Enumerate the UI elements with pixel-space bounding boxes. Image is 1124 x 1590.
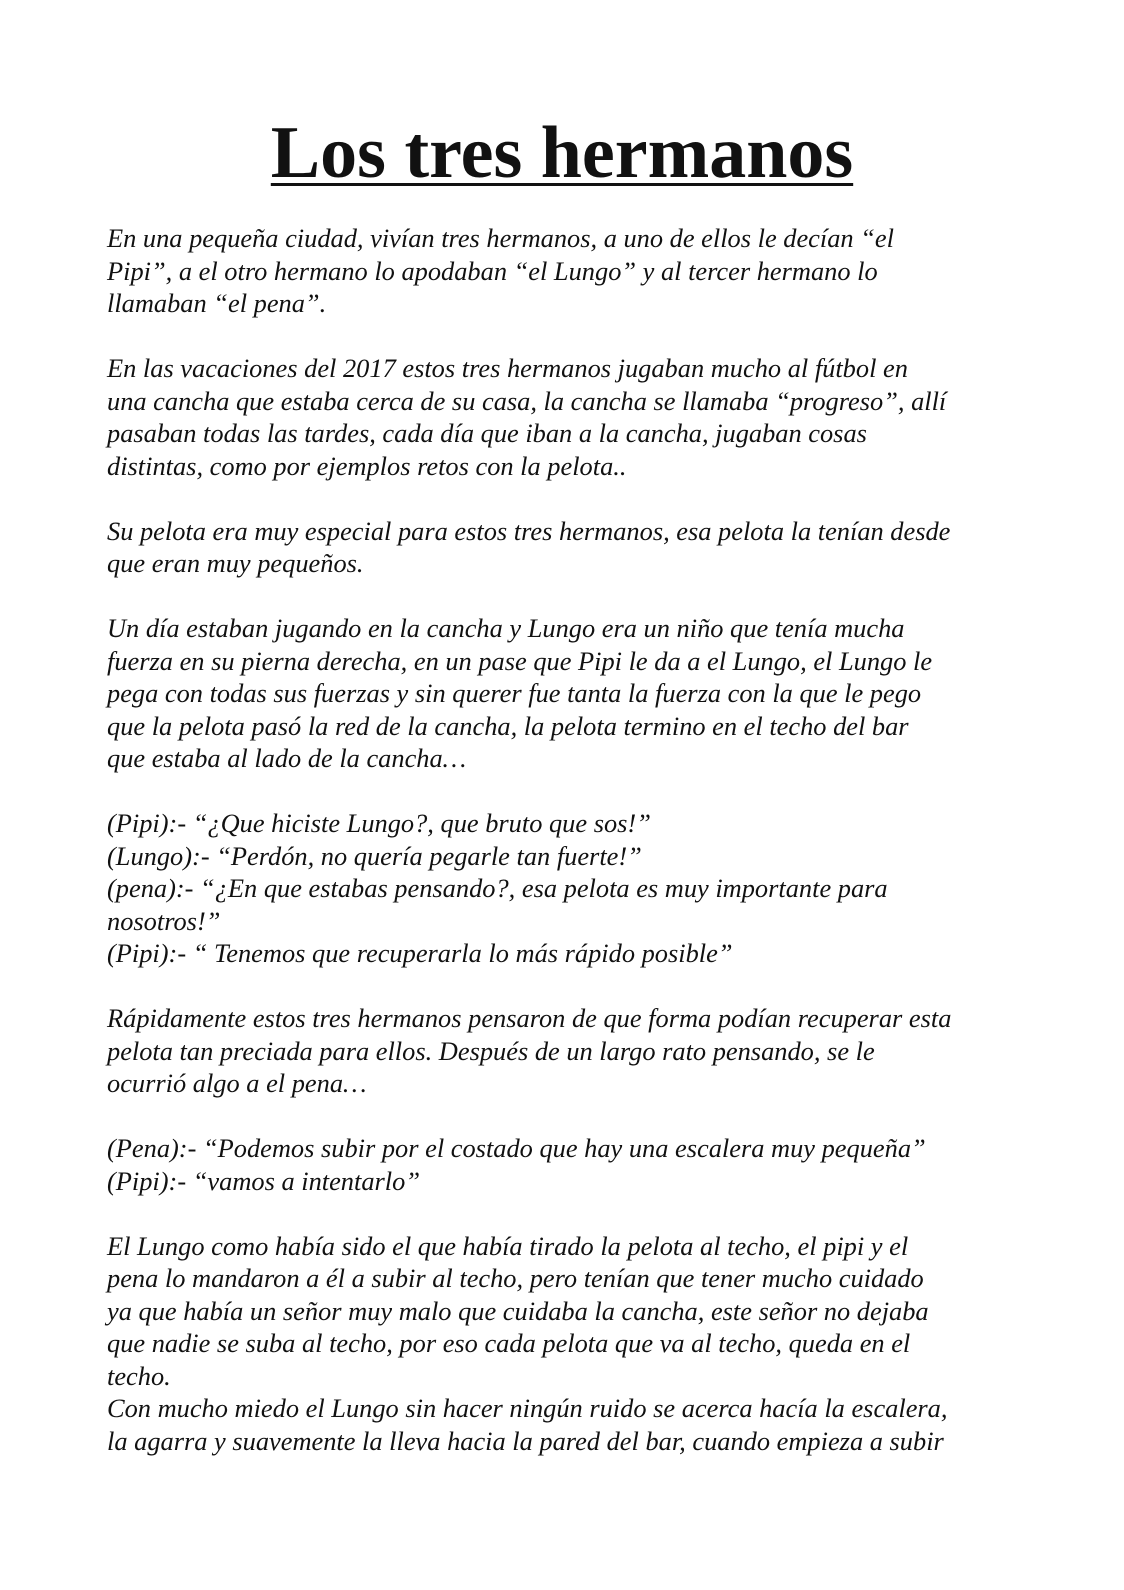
text-line: que estaba al lado de la cancha… <box>107 743 467 773</box>
text-line: que la pelota pasó la red de la cancha, la pelota termino en el techo del bar <box>107 710 909 741</box>
text-line: En las vacaciones del 2017 estos tres hermanos jugaban mucho al fútbol en <box>107 353 908 383</box>
text-line: pega con todas sus fuerzas y sin querer fue tanta la fuerza con la que le pego <box>107 678 922 708</box>
paragraph-8 <box>107 1230 1027 1393</box>
paragraph-2 <box>107 352 1027 482</box>
document-title: Los tres hermanos <box>270 112 854 194</box>
text-line: El Lungo como había sido el que había tirado la pelota al techo, el pipi y el <box>107 1230 909 1261</box>
text-line: pelota tan preciada para ellos. Después de un largo rato pensando, se le <box>107 1035 875 1066</box>
paragraph-1 <box>107 222 1027 320</box>
dialogue-line: (Pipi):- “ Tenemos que recuperarla lo más rápido posible” <box>107 938 733 968</box>
dialogue-line: (Pipi):- “vamos a intentarlo” <box>107 1165 421 1196</box>
text-line: Pipi”, a el otro hermano lo apodaban “el Lungo” y al tercer hermano lo <box>107 255 878 286</box>
text-line: una cancha que estaba cerca de su casa, la cancha se llamaba “progreso”, allí <box>107 385 947 416</box>
text-line: En una pequeña ciudad, vivían tres hermanos, a uno de ellos le decían “el <box>107 223 894 253</box>
dialogue-line: (pena):- “¿En que estabas pensando?, esa pelota es muy importante para <box>107 873 888 903</box>
dialogue-line: (Lungo):- “Perdón, no quería pegarle tan fuerte!” <box>107 840 642 871</box>
dialogue-line: nosotros!” <box>107 905 221 936</box>
text-line: pasaban todas las tardes, cada día que iban a la cancha, jugaban cosas <box>107 418 867 448</box>
document-body <box>107 222 1027 1457</box>
text-line: que nadie se suba al techo, por eso cada pelota que va al techo, queda en el <box>107 1328 911 1358</box>
paragraph-3 <box>107 515 1027 580</box>
text-line: ya que había un señor muy malo que cuidaba la cancha, este señor no dejaba <box>107 1295 929 1326</box>
text-line: la agarra y suavemente la lleva hacia la pared del bar, cuando empieza a subir <box>107 1425 944 1456</box>
text-line: ocurrió algo a el pena… <box>107 1068 367 1098</box>
text-line: Con mucho miedo el Lungo sin hacer ningún ruido se acerca hacía la escalera, <box>107 1393 948 1423</box>
dialogue-line: (Pipi):- “¿Que hiciste Lungo?, que bruto que sos!” <box>107 808 651 838</box>
paragraph-9 <box>107 1392 1027 1457</box>
text-line: pena lo mandaron a él a subir al techo, pero tenían que tener mucho cuidado <box>107 1263 924 1293</box>
text-line: techo. <box>107 1360 171 1391</box>
text-line: distintas, como por ejemplos retos con la pelota.. <box>107 450 627 481</box>
text-line: Su pelota era muy especial para estos tres hermanos, esa pelota la tenían desde <box>107 515 951 546</box>
paragraph-4 <box>107 612 1027 775</box>
paragraph-6 <box>107 1002 1027 1100</box>
dialogue-line: (Pena):- “Podemos subir por el costado que hay una escalera muy pequeña” <box>107 1133 926 1163</box>
text-line: Rápidamente estos tres hermanos pensaron de que forma podían recuperar esta <box>107 1003 952 1033</box>
text-line: Un día estaban jugando en la cancha y Lungo era un niño que tenía mucha <box>107 613 905 643</box>
text-line: fuerza en su pierna derecha, en un pase que Pipi le da a el Lungo, el Lungo le <box>107 645 933 676</box>
text-line: llamaban “el pena”. <box>107 288 327 318</box>
dialogue-block-2 <box>107 1132 1027 1197</box>
text-line: que eran muy pequeños. <box>107 548 364 578</box>
dialogue-block-1 <box>107 807 1027 970</box>
